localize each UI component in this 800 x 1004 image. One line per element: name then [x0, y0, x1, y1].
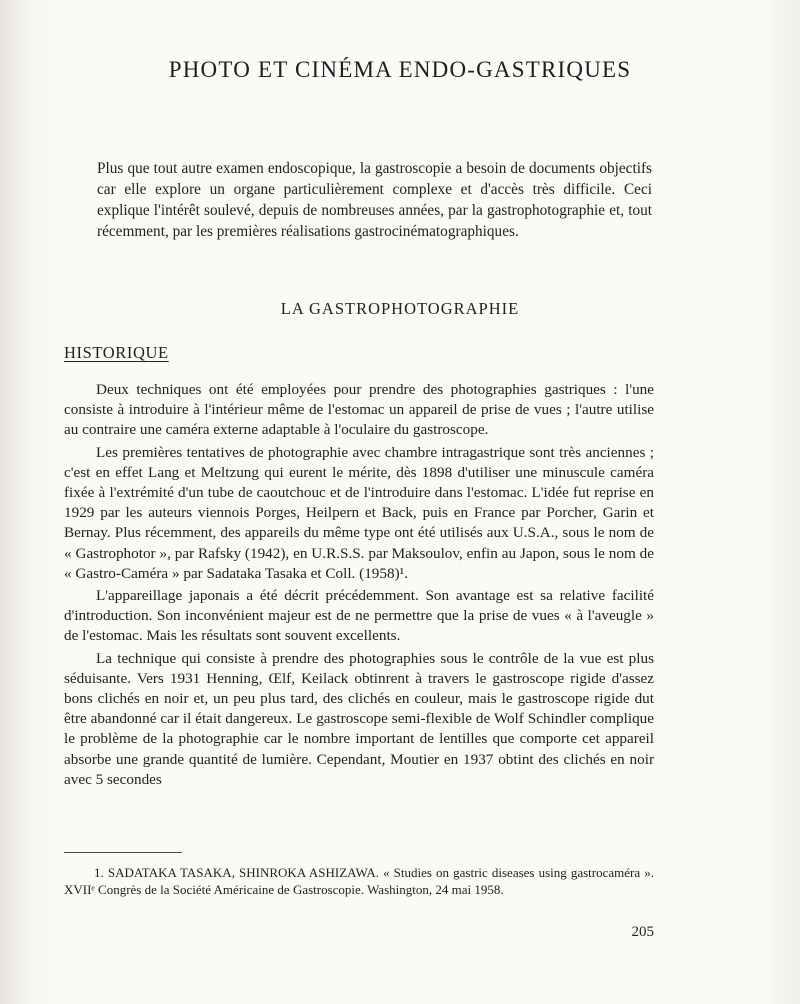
page-title: PHOTO ET CINÉMA ENDO-GASTRIQUES [168, 57, 632, 82]
page-number: 205 [631, 924, 654, 940]
intro-paragraph: Plus que tout autre examen endoscopique, la gastroscopie a besoin de documents objectifs car elle explore un organe particulièrement complexe et d'accès très difficile. Ceci explique l'intérêt soulevé, depuis de nombreuses années, par la gastrophotographie et, tout récemment, par les premières réalisations gastrocinématographiques. [97, 160, 652, 240]
body-paragraph: Deux techniques ont été employées pour prendre des photographies gastriques : l'une consiste à introduire à l'intérieur même de l'estomac un appareil de prise de vues ; l'autre utilise au contraire une caméra externe adaptable à l'oculaire du gastroscope. [64, 381, 654, 439]
body-paragraph: La technique qui consiste à prendre des photographies sous le contrôle de la vue est plus séduisante. Vers 1931 Henning, Œlf, Keilack obtinrent à travers le gastroscope rigide d'assez bons clichés en noir et, un peu plus tard, des clichés en couleur, mais le gastroscope rigide dut être abandonné car il était dangereux. Le gastroscope semi-flexible de Wolf Schindler complique le problème de la photographie car le nombre important de lentilles que comporte cet appareil absorbe une grande quantité de lumière. Cependant, Moutier en 1937 obtint des clichés en noir avec 5 secondes [64, 649, 654, 788]
footnote-divider [64, 852, 182, 853]
body-paragraph: Les premières tentatives de photographie avec chambre intragastrique sont très anciennes ; c'est en effet Lang et Meltzung qui eurent le mérite, dès 1898 d'utiliser une minuscule caméra fixée à l'extrémité d'un tube de caoutchouc et de l'introduire dans l'estomac. L'idée fut reprise en 1929 par les auteurs viennois Porges, Heilpern et Back, puis en France par Porcher, Garin et Bernay. Plus récemment, des appareils du même type ont été utilisés aux U.S.A., sous le nom de « Gastrophotor », par Rafsky (1942), en U.R.S.S. par Maksoulov, enfin au Japon, sous le nom de « Gastro-Caméra » par Sadataka Tasaka et Coll. (1958)¹. [64, 443, 654, 582]
footnote: 1. SADATAKA TASAKA, SHINROKA ASHIZAWA. « Studies on gastric diseases using gastrocaméra ». XVIIᵉ Congrès de la Société Américaine de Gastroscopie. Washington, 24 mai 1958. [64, 865, 654, 897]
body-paragraph: L'appareillage japonais a été décrit précédemment. Son avantage est sa relative facilité d'introduction. Son inconvénient majeur est de ne permettre que la prise de vues « à l'aveugle » de l'estomac. Mais les résultats sont souvent excellents. [64, 587, 654, 645]
subsection-heading: HISTORIQUE [64, 343, 169, 362]
body-text [64, 380, 654, 792]
section-heading: LA GASTROPHOTOGRAPHIE [280, 299, 520, 318]
